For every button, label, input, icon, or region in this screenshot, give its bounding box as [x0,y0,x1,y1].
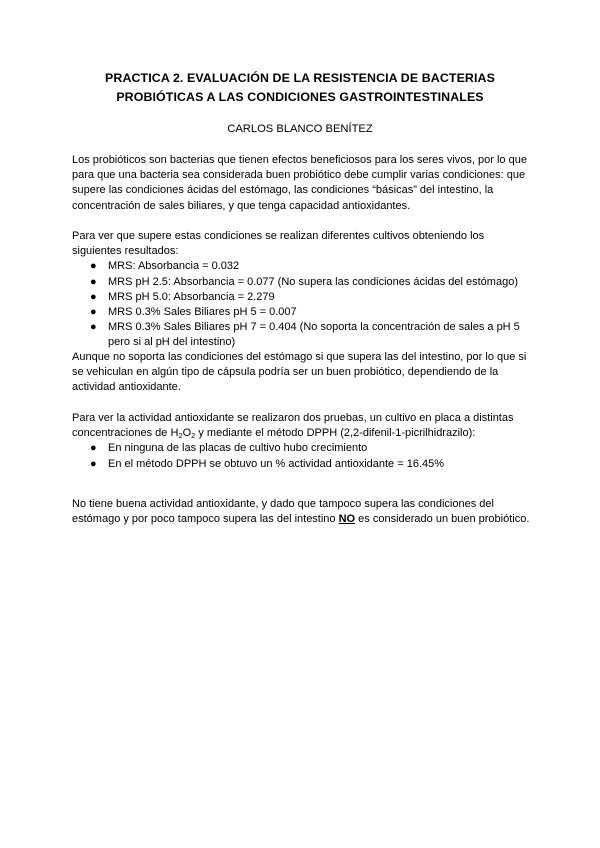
antioxidant-intro: Para ver la actividad antioxidante se realizaron dos pruebas, un cultivo en placa a distintas concentraciones de $H_2O_2$ y mediante el método DPPH (2,2-difenil-1-picrilhidrazilo): [72,412,514,441]
list-item: ● MRS 0.3% Sales Biliares pH 5 = 0.007 [72,305,534,320]
bullet-icon: ● [90,260,97,273]
bullet-icon: ● [90,457,97,470]
conclusion-paragraph [72,497,534,527]
bullet-icon: ● [90,442,97,455]
list-item: ● MRS: Absorbancia = 0.032 [72,259,534,274]
antioxidant-section [72,411,534,472]
intro-text: Los probióticos son bacterias que tienen efectos beneficiosos para los seres vivos, por lo que para que una bacteria sea considerada buen probiótico debe cumplir varias condiciones: que supere las condiciones ácidas del estómago, las condiciones “básicas” del intestino, la concentración de sales biliares, y que tenga capacidad antioxidantes. [72,154,527,212]
document-title [60,69,540,107]
bullet-icon: ● [90,321,97,334]
author-name: CARLOS BLANCO BENÍTEZ [227,123,373,135]
title-line-1: PRACTICA 2. EVALUACIÓN DE LA RESISTENCIA DE BACTERIAS [105,71,495,85]
list-item: ● MRS 0.3% Sales Biliares pH 7 = 0.404 (No soporta la concentración de sales a pH 5 pero si al pH del intestino) [90,321,520,349]
bullet-icon: ● [90,275,97,288]
list-item: ● En ninguna de las placas de cultivo hubo crecimiento [72,441,534,456]
results-list [72,259,534,350]
bullet-icon: ● [90,306,97,319]
bullet-icon: ● [90,290,97,303]
conclusion-text: No tiene buena actividad antioxidante, y dado que tampoco supera las condiciones del estómago y por poco tampoco supera las del intestino NO es considerado un buen probiótico. [72,498,530,526]
antioxidant-list [72,441,534,471]
title-line-2: PROBIÓTICAS A LAS CONDICIONES GASTROINTESTINALES [116,90,484,104]
list-item: ● En el método DPPH se obtuvo un % actividad antioxidante = 16.45% [72,457,534,472]
discussion-paragraph [72,350,534,396]
intro-paragraph [72,153,534,214]
discussion-text: Aunque no soporta las condiciones del estómago si que supera las del intestino, por lo que si se vehiculan en algún tipo de cápsula podría ser un buen probiótico, dependiendo de la actividad antioxidante. [72,351,527,394]
list-item: ● MRS pH 5.0: Absorbancia = 2.279 [72,290,534,305]
results-section [72,229,534,351]
results-intro: Para ver que supere estas condiciones se realizan diferentes cultivos obteniendo los siguientes resultados: [72,230,485,258]
emphasis-no: NO [338,513,356,526]
list-item: ● MRS pH 2.5: Absorbancia = 0.077 (No supera las condiciones ácidas del estómago) [72,275,534,290]
